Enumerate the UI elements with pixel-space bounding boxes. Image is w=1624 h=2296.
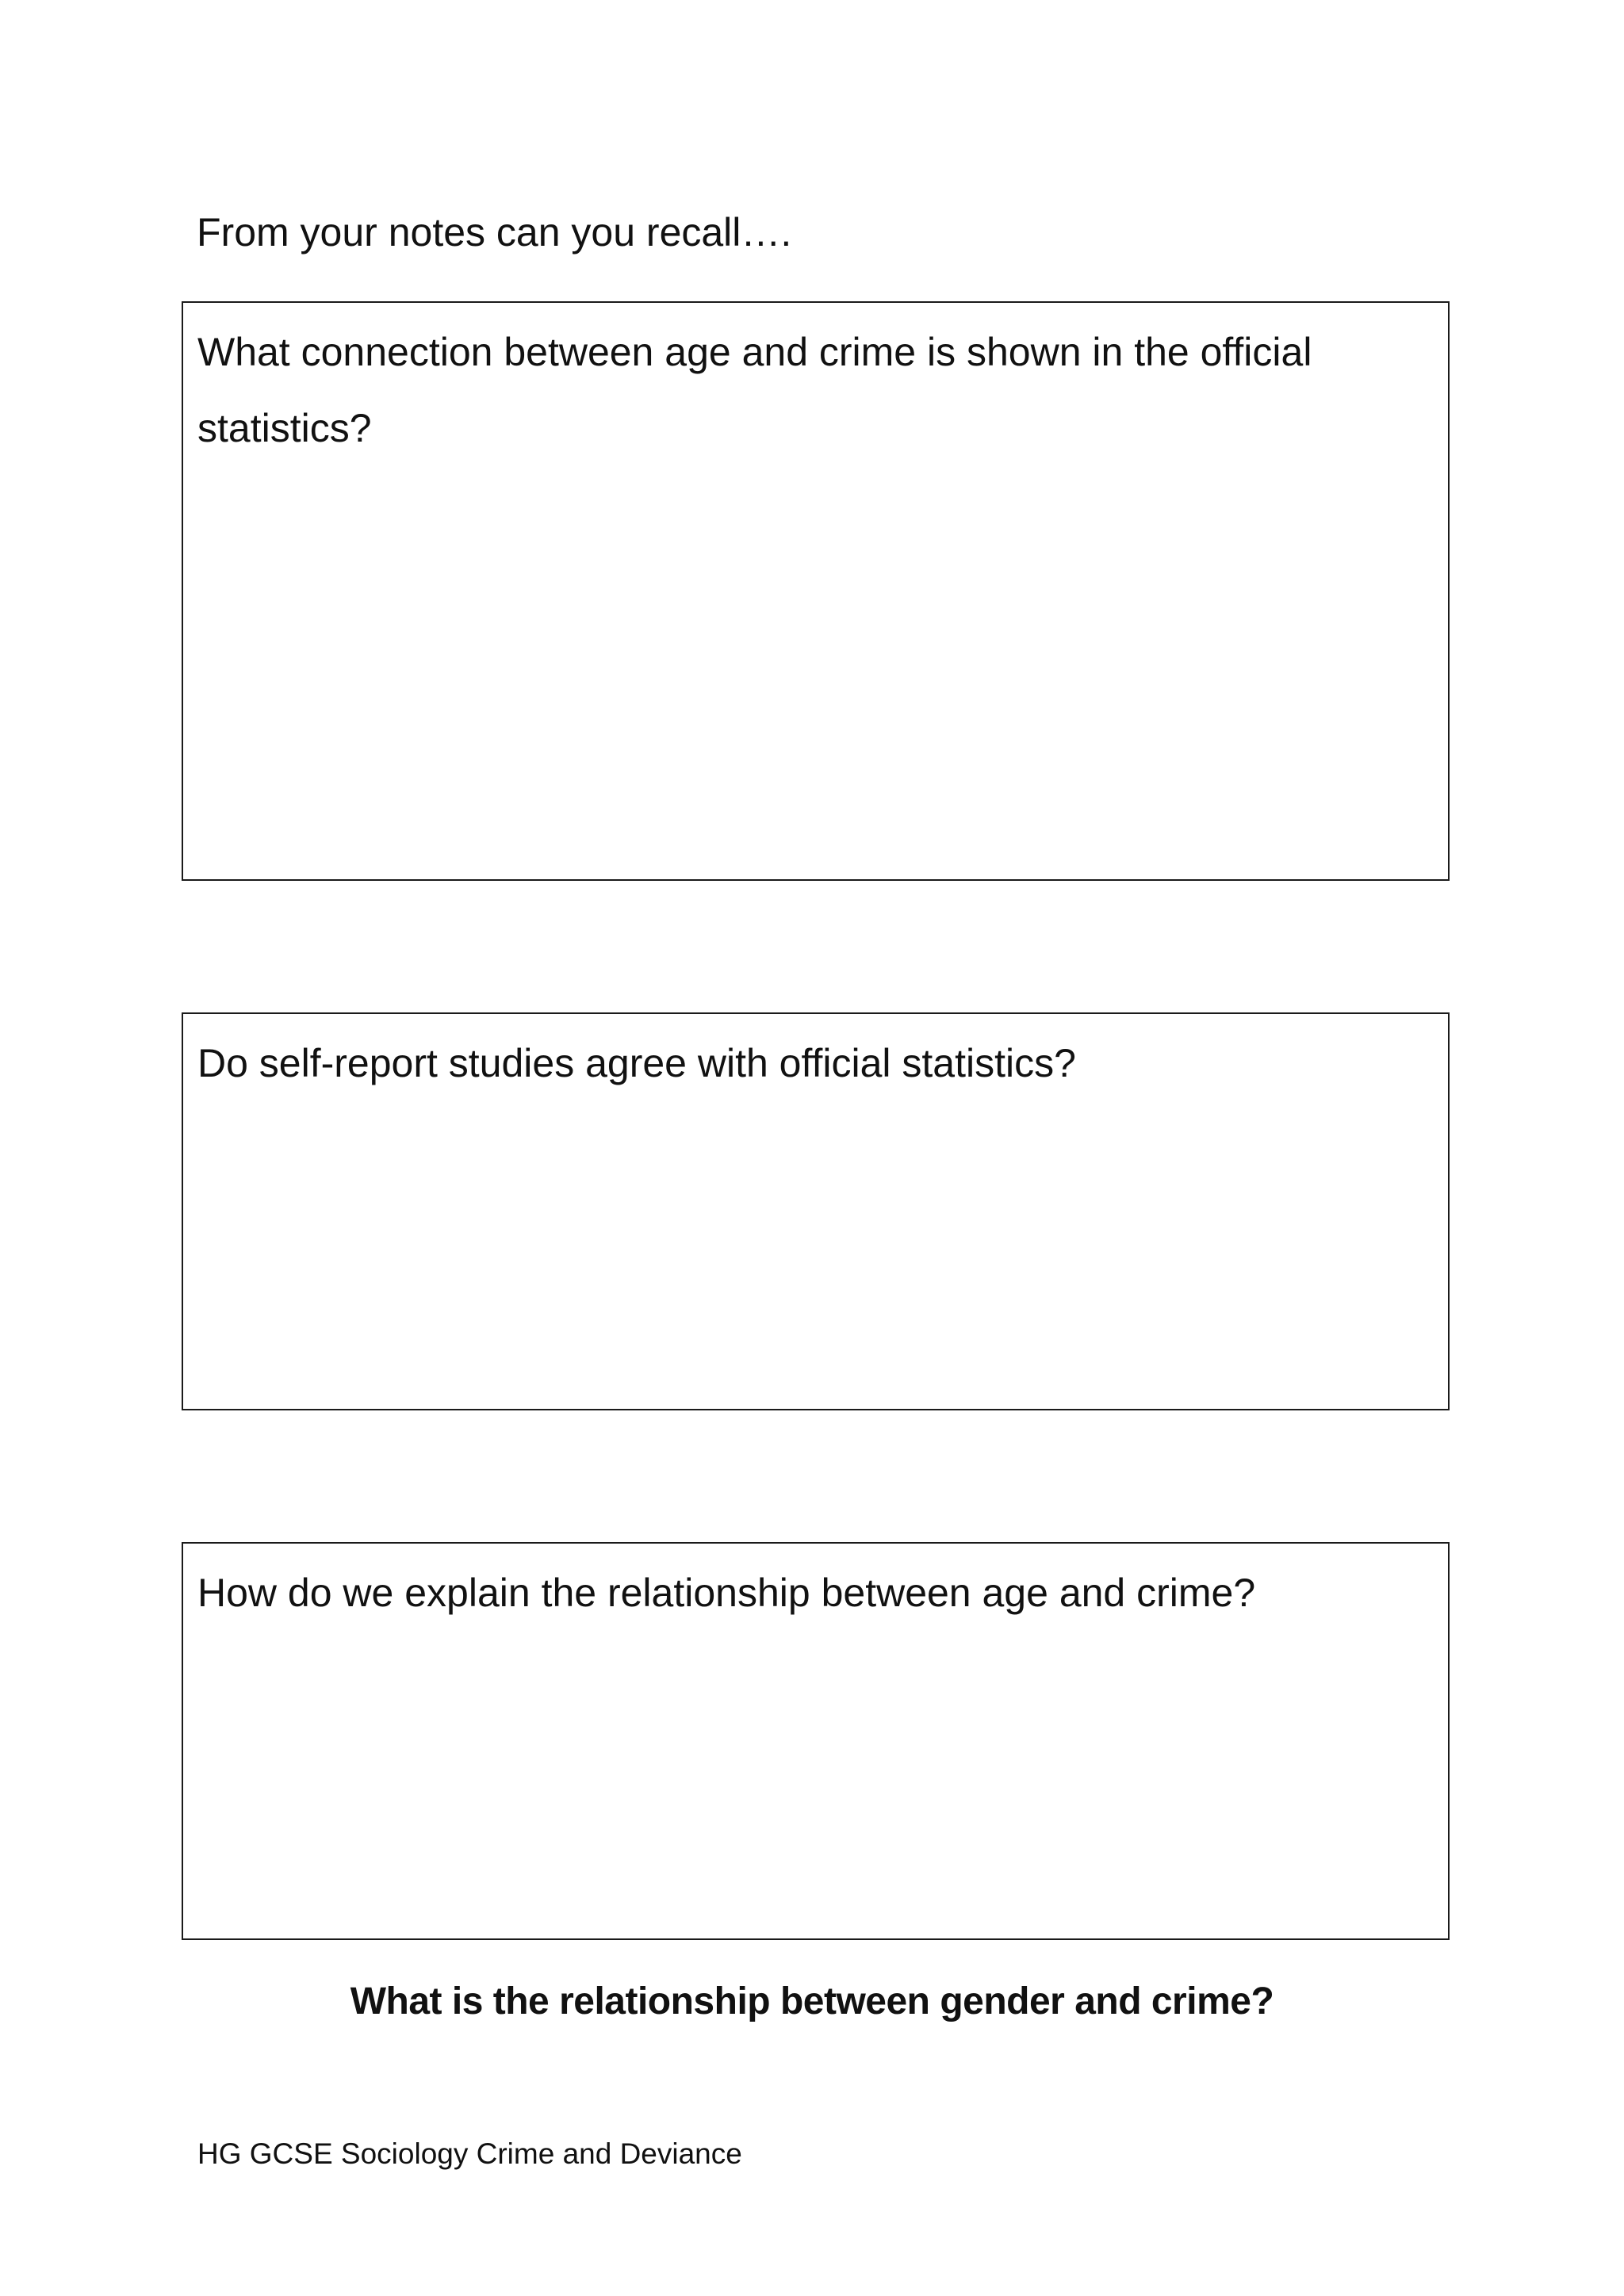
- section-heading: What is the relationship between gender and crime?: [350, 1980, 1274, 2022]
- page-footer: HG GCSE Sociology Crime and Deviance: [197, 2137, 742, 2170]
- intro-text: From your notes can you recall….: [197, 210, 792, 254]
- answer-box-explain-age-crime[interactable]: [182, 1542, 1450, 1940]
- question-text: What connection between age and crime is shown in the official statistics?: [197, 330, 1312, 450]
- question-text: How do we explain the relationship between age and crime?: [197, 1571, 1256, 1615]
- answer-box-age-official-statistics[interactable]: [182, 301, 1450, 881]
- answer-box-self-report-studies[interactable]: [182, 1012, 1450, 1410]
- question-text: Do self-report studies agree with official statistics?: [197, 1041, 1076, 1085]
